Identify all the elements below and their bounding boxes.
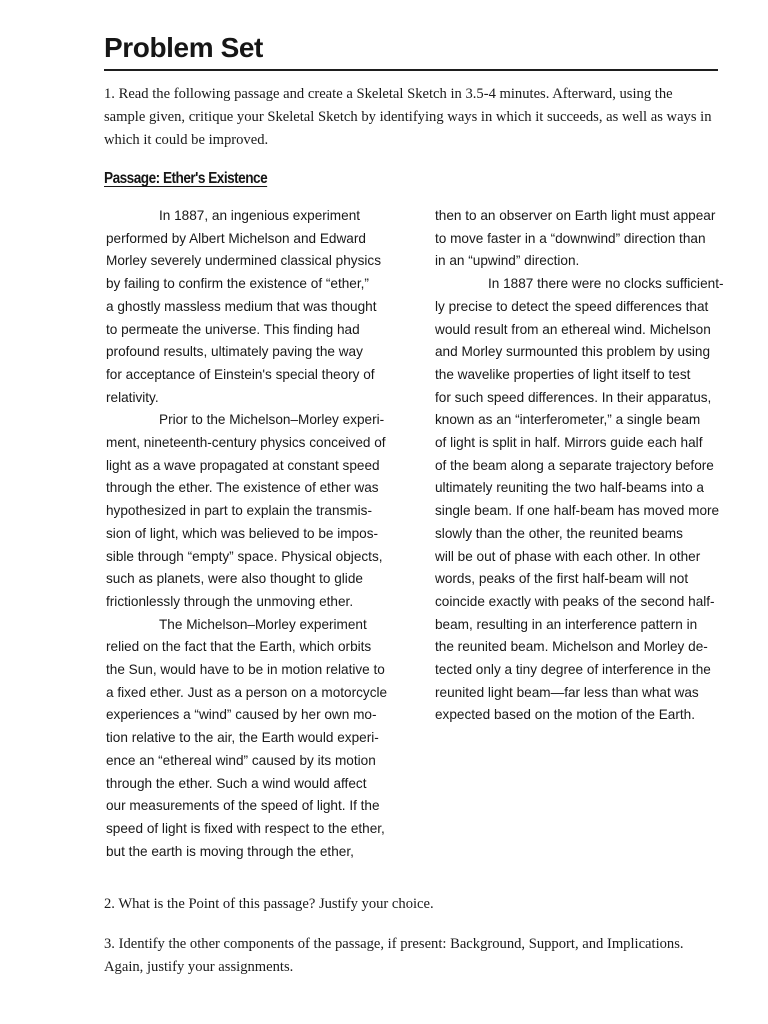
passage-line: In 1887 there were no clocks sufficient- — [488, 276, 724, 292]
question-3-line: 3. Identify the other components of the passage, if present: Background, Support, and Implications. — [104, 936, 684, 952]
passage-line: profound results, ultimately paving the way — [106, 344, 363, 360]
passage-line: by failing to confirm the existence of “ether,” — [106, 276, 369, 292]
passage-line: frictionlessly through the unmoving ether. — [106, 593, 354, 609]
passage-line: tion relative to the air, the Earth would experi- — [106, 730, 379, 746]
passage-line: coincide exactly with peaks of the second half- — [435, 593, 715, 609]
passage-line: and Morley surmounted this problem by using — [435, 344, 711, 360]
passage-line: sion of light, which was believed to be impos- — [106, 525, 379, 541]
passage-line: a fixed ether. Just as a person on a motorcycle — [106, 684, 388, 700]
question-1 — [104, 83, 744, 152]
passage-line: the Sun, would have to be in motion relative to — [106, 662, 385, 678]
passage-line: The Michelson–Morley experiment — [159, 616, 367, 632]
passage-line: single beam. If one half-beam has moved more — [435, 503, 720, 519]
passage-line: sible through “empty” space. Physical objects, — [106, 548, 383, 564]
passage-line: In 1887, an ingenious experiment — [159, 208, 361, 223]
question-1-line: 1. Read the following passage and create a Skeletal Sketch in 3.5-4 minutes. Afterward, using the — [104, 86, 673, 102]
question-3-line: Again, justify your assignments. — [104, 959, 294, 975]
passage-line: for acceptance of Einstein's special theory of — [106, 366, 375, 382]
passage-line: to move faster in a “downwind” direction than — [435, 230, 706, 246]
passage-line: speed of light is fixed with respect to the ether, — [106, 820, 385, 836]
passage-line: hypothesized in part to explain the transmis- — [106, 503, 372, 519]
passage-right-column — [435, 205, 745, 727]
passage-line: a ghostly massless medium that was thought — [106, 298, 377, 314]
passage-line: to permeate the universe. This finding had — [106, 321, 360, 337]
passage-line: our measurements of the speed of light. If the — [106, 798, 380, 814]
passage-line: Prior to the Michelson–Morley experi- — [159, 412, 385, 428]
passage-left-column — [106, 205, 422, 863]
question-1-line: which it could be improved. — [104, 132, 269, 148]
passage-line: in an “upwind” direction. — [435, 253, 580, 269]
passage-line: known as an “interferometer,” a single beam — [435, 412, 701, 428]
passage-line: would result from an ethereal wind. Michelson — [435, 321, 711, 337]
passage-line: relativity. — [106, 389, 159, 405]
passage-line: of the beam along a separate trajectory before — [435, 457, 714, 473]
passage-line: ultimately reuniting the two half-beams into a — [435, 480, 704, 496]
passage-line: such as planets, were also thought to glide — [106, 571, 363, 587]
passage-line: the wavelike properties of light itself to test — [435, 366, 691, 382]
passage-line: Morley severely undermined classical physics — [106, 253, 382, 269]
passage-heading: Passage: Ether's Existence — [104, 170, 268, 187]
passage-line: ly precise to detect the speed differences that — [435, 298, 709, 314]
title-rule — [104, 69, 718, 71]
passage-line: then to an observer on Earth light must appear — [435, 208, 716, 223]
passage-line: ment, nineteenth-century physics conceived of — [106, 435, 386, 451]
passage-line: beam, resulting in an interference pattern in — [435, 616, 698, 632]
passage-line: will be out of phase with each other. In other — [435, 548, 701, 564]
passage-line: tected only a tiny degree of interference in the — [435, 662, 711, 678]
page-title: Problem Set — [104, 32, 263, 63]
passage-line: of light is split in half. Mirrors guide each half — [435, 435, 703, 451]
passage-line: light as a wave propagated at constant speed — [106, 457, 380, 473]
passage-line: through the ether. Such a wind would affect — [106, 775, 367, 791]
passage-line: slowly than the other, the reunited beams — [435, 525, 683, 541]
passage-line: ence an “ethereal wind” caused by its motion — [106, 752, 376, 768]
passage-line: the reunited beam. Michelson and Morley de- — [435, 639, 708, 655]
question-3 — [104, 933, 744, 979]
question-1-line: sample given, critique your Skeletal Sketch by identifying ways in which it succeeds, as well as ways in — [104, 109, 712, 125]
passage-line: for such speed differences. In their apparatus, — [435, 389, 712, 405]
passage-line: expected based on the motion of the Earth. — [435, 707, 695, 723]
passage-line: relied on the fact that the Earth, which orbits — [106, 639, 372, 655]
question-2: 2. What is the Point of this passage? Justify your choice. — [104, 896, 434, 912]
passage-line: experiences a “wind” caused by her own mo- — [106, 707, 377, 723]
passage-line: through the ether. The existence of ether was — [106, 480, 379, 496]
passage-line: but the earth is moving through the ether, — [106, 843, 354, 859]
passage-line: reunited light beam—far less than what was — [435, 684, 699, 700]
passage-line: performed by Albert Michelson and Edward — [106, 230, 366, 246]
passage-line: words, peaks of the first half-beam will not — [435, 571, 689, 587]
